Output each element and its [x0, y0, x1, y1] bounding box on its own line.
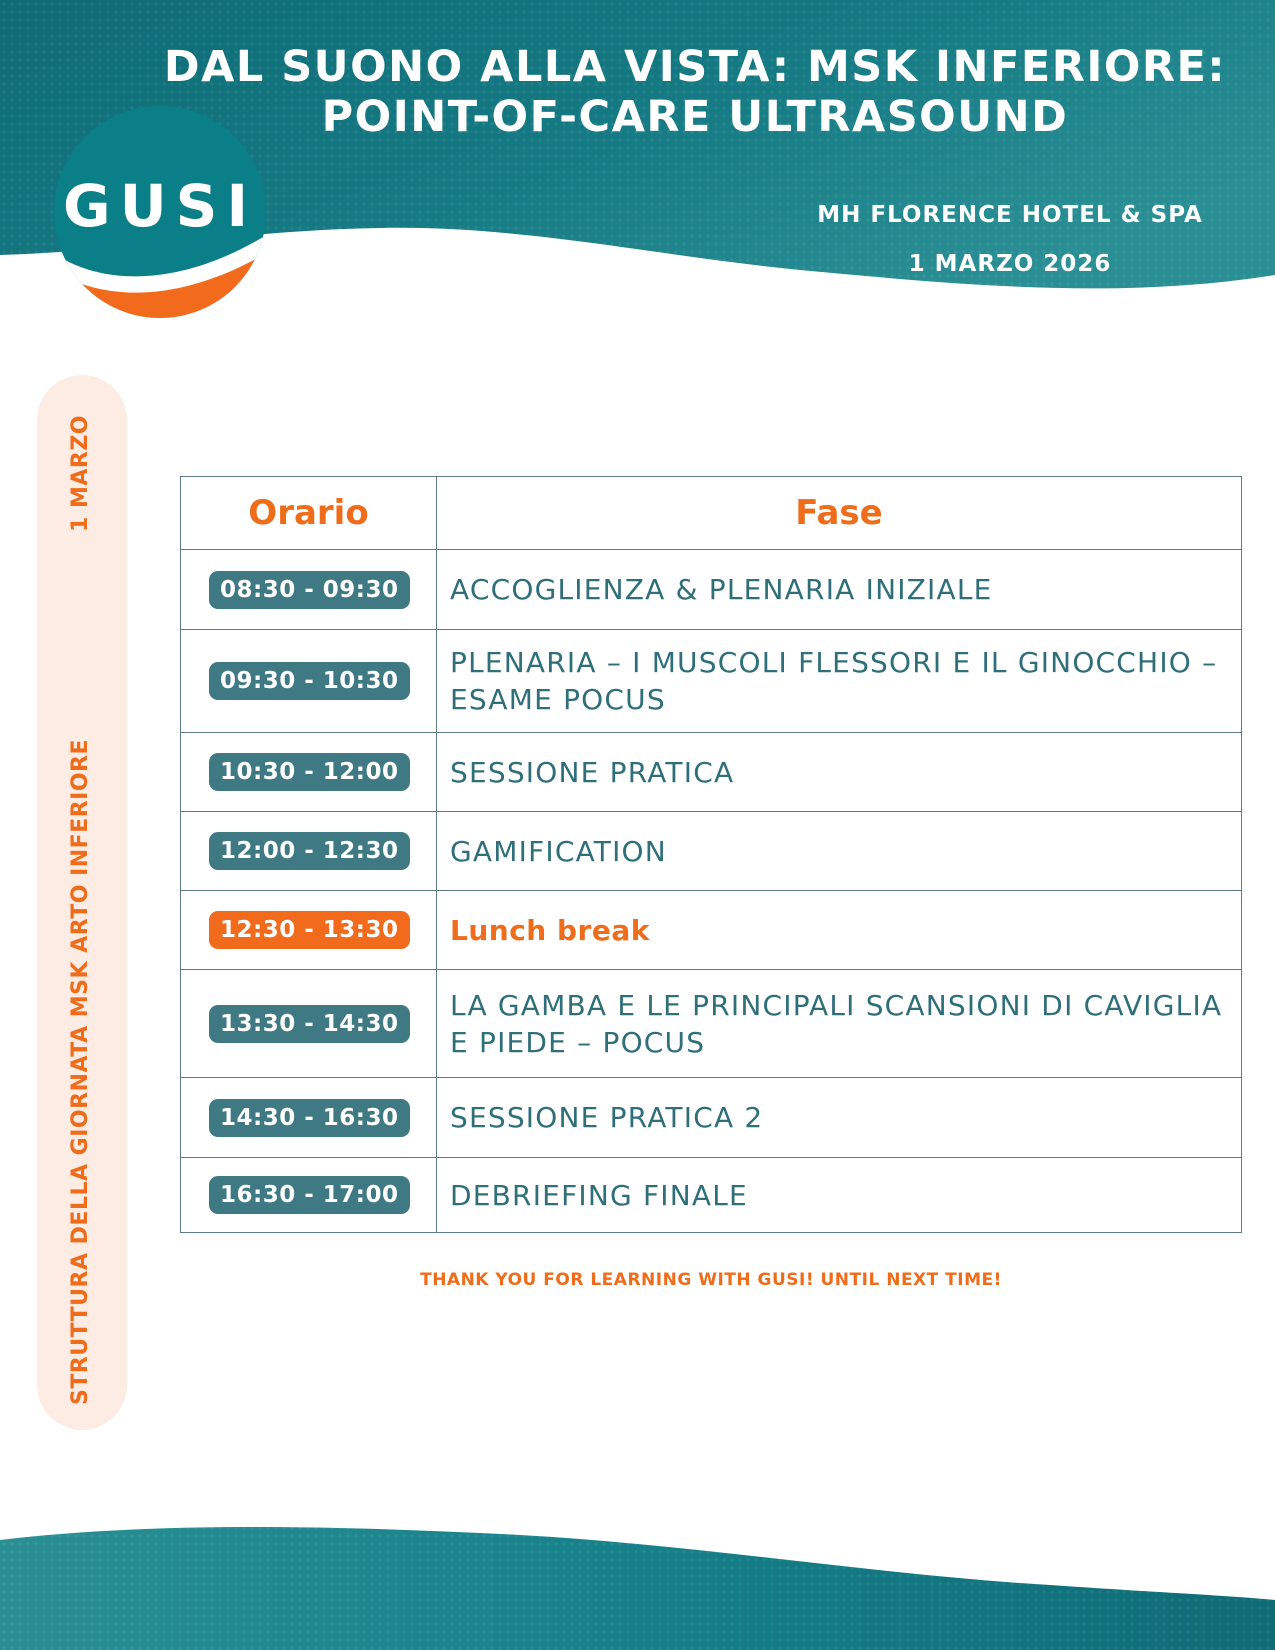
time-badge: 08:30 - 09:30 — [209, 571, 410, 609]
table-header-row — [181, 477, 1242, 550]
phase-cell: DEBRIEFING FINALE — [437, 1158, 1242, 1233]
time-badge: 14:30 - 16:30 — [209, 1099, 410, 1137]
time-cell — [181, 1078, 437, 1158]
time-cell — [181, 970, 437, 1078]
phase-cell-break: Lunch break — [437, 891, 1242, 970]
time-badge: 10:30 - 12:00 — [209, 753, 410, 791]
page-title-line-2: POINT-OF-CARE ULTRASOUND — [321, 92, 1069, 142]
time-cell — [181, 1158, 437, 1233]
table-row — [181, 630, 1242, 733]
phase-cell: GAMIFICATION — [437, 812, 1242, 891]
time-badge: 13:30 - 14:30 — [209, 1005, 410, 1043]
thank-you-message: THANK YOU FOR LEARNING WITH GUSI! UNTIL NEXT TIME! — [420, 1270, 1002, 1290]
side-title-label: STRUTTURA DELLA GIORNATA MSK ARTO INFERIORE — [68, 738, 93, 1405]
time-cell — [181, 550, 437, 630]
time-badge: 16:30 - 17:00 — [209, 1176, 410, 1214]
event-date: 1 MARZO 2026 — [908, 251, 1112, 277]
venue-name: MH FLORENCE HOTEL & SPA — [817, 202, 1203, 228]
time-badge-break: 12:30 - 13:30 — [209, 911, 410, 949]
page-title-line-1: DAL SUONO ALLA VISTA: MSK INFERIORE: — [163, 42, 1227, 92]
time-cell — [181, 630, 437, 733]
phase-cell: SESSIONE PRATICA — [437, 733, 1242, 812]
table-row — [181, 812, 1242, 891]
time-cell — [181, 891, 437, 970]
column-header-time: Orario — [181, 477, 437, 550]
phase-cell: ACCOGLIENZA & PLENARIA INIZIALE — [437, 550, 1242, 630]
time-cell — [181, 812, 437, 891]
table-row — [181, 1078, 1242, 1158]
table-row-break — [181, 891, 1242, 970]
time-badge: 09:30 - 10:30 — [209, 662, 410, 700]
table-row — [181, 550, 1242, 630]
phase-cell: LA GAMBA E LE PRINCIPALI SCANSIONI DI CAVIGLIA E PIEDE – POCUS — [437, 970, 1242, 1078]
schedule-table — [180, 476, 1242, 1233]
time-badge: 12:00 - 12:30 — [209, 832, 410, 870]
column-header-phase: Fase — [437, 477, 1242, 550]
phase-cell: SESSIONE PRATICA 2 — [437, 1078, 1242, 1158]
footer-banner — [0, 1500, 1275, 1650]
phase-cell: PLENARIA – I MUSCOLI FLESSORI E IL GINOCCHIO – ESAME POCUS — [437, 630, 1242, 733]
table-row — [181, 970, 1242, 1078]
side-date-label: 1 MARZO — [68, 415, 93, 532]
table-row — [181, 733, 1242, 812]
logo-wordmark: GUSI — [62, 172, 258, 240]
table-row — [181, 1158, 1242, 1233]
time-cell — [181, 733, 437, 812]
